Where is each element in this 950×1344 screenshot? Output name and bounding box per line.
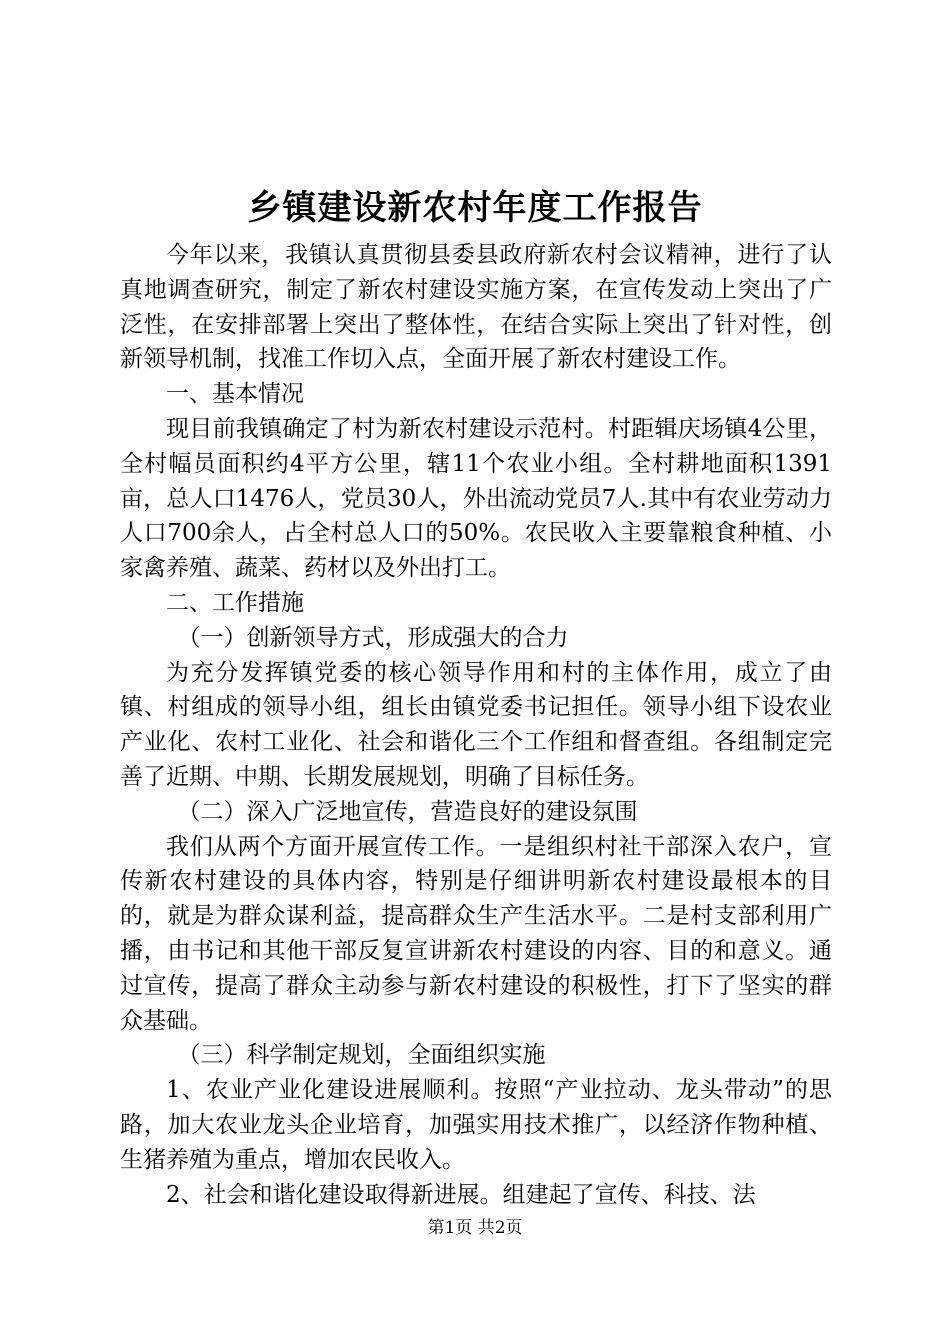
paragraph-leadership: 为充分发挥镇党委的核心领导作用和村的主体作用，成立了由镇、村组成的领导小组，组长由镇党委书记担任。领导小组下设农业产业化、农村工业化、社会和谐化三个工作组和督查组。各组制定完善了近期、中期、长期发展规划，明确了目标任务。 [120,659,832,790]
document-body [120,238,832,1212]
subheading-planning: （三）科学制定规划，全面组织实施 [177,1042,546,1069]
paragraph-intro: 今年以来，我镇认真贯彻县委县政府新农村会议精神，进行了认真地调查研究，制定了新农村建设实施方案，在宣传发动上突出了广泛性，在安排部署上突出了整体性，在结合实际上突出了针对性，创新领导机制，找准工作切入点，全面开展了新农村建设工作。 [120,242,832,373]
paragraph-basic-situation: 现目前我镇确定了村为新农村建设示范村。村距辑庆场镇4公里，全村幅员面积约4平方公里，辖11个农业小组。全村耕地面积1391亩，总人口1476人，党员30人，外出流动党员7人.其中有农业劳动力人口700余人，占全村总人口的50%。农民收入主要靠粮食种植、小家禽养殖、蔬菜、药材以及外出打工。 [120,415,832,582]
section-heading-work-measures: 二、工作措施 [166,589,304,616]
page-footer: 第1页 共2页 [427,1218,523,1238]
section-heading-basic-situation: 一、基本情况 [166,381,304,408]
document-title: 乡镇建设新农村年度工作报告 [247,188,703,228]
paragraph-social-harmony: 2、社会和谐化建设取得新进展。组建起了宣传、科技、法 [166,1181,756,1208]
paragraph-publicity: 我们从两个方面开展宣传工作。一是组织村社干部深入农户，宣传新农村建设的具体内容，特别是仔细讲明新农村建设最根本的目的，就是为群众谋利益，提高群众生产生活水平。二是村支部利用广播，由书记和其他干部反复宣讲新农村建设的内容、目的和意义。通过宣传，提高了群众主动参与新农村建设的积极性，打下了坚实的群众基础。 [120,833,832,1034]
subheading-leadership: （一）创新领导方式，形成强大的合力 [177,624,569,651]
subheading-publicity: （二）深入广泛地宣传，营造良好的建设氛围 [177,798,638,825]
paragraph-agriculture: 1、农业产业化建设进展顺利。按照“产业拉动、龙头带动”的思路，加大农业龙头企业培育，加强实用技术推广，以经济作物种植、生猪养殖为重点，增加农民收入。 [120,1077,832,1173]
